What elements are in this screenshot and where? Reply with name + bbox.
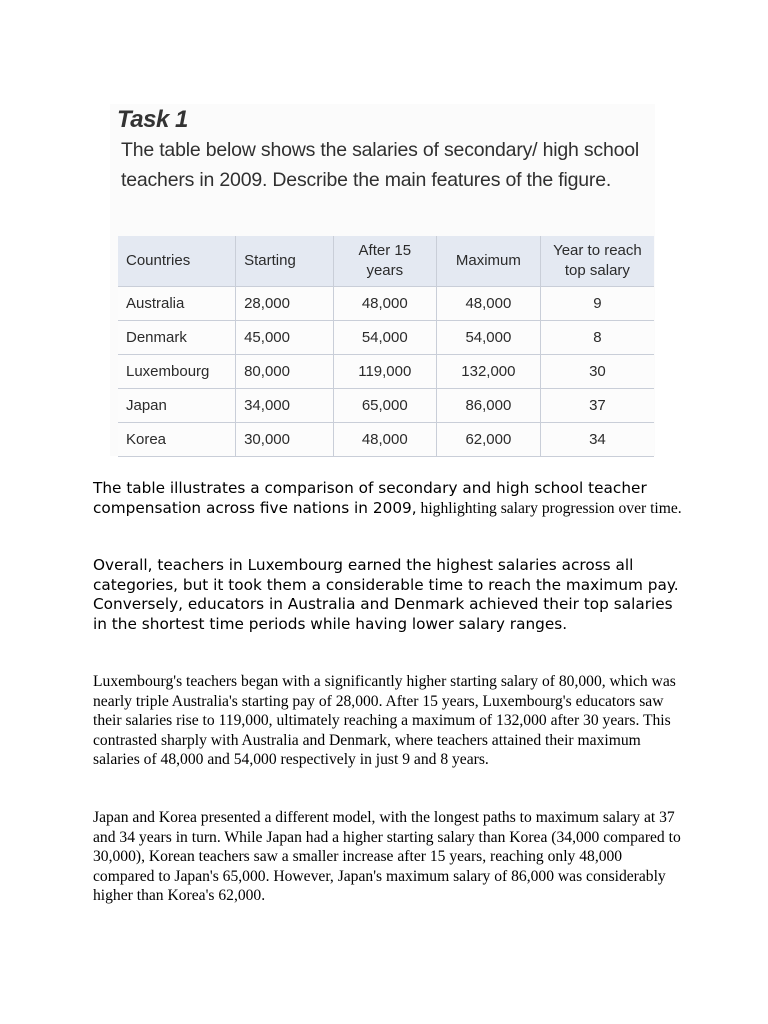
salary-table [118,236,654,457]
task-figure-image [110,104,655,456]
cell-years: 34 [540,423,654,457]
essay-body-paragraph-2: Japan and Korea presented a different model, with the longest paths to maximum salary at 37 and 34 years in turn. While Japan had a higher starting salary than Korea (34,000 compared to 30,000), Korean teachers saw a smaller increase after 15 years, reaching only 48,000 compared to Japan's 65,000. However, Japan's maximum salary of 86,000 was considerably higher than Korea's 62,000. [93,809,681,904]
cell-years: 30 [540,355,654,389]
essay-overview: Overall, teachers in Luxembourg earned the highest salaries across all categories, but it took them a considerable time to reach the maximum pay. Conversely, educators in Australia and Denmark achieved their top salaries in the shortest time periods while having lower salary ranges. [93,556,679,633]
table-row [118,423,654,457]
cell-maximum: 62,000 [436,423,540,457]
cell-maximum: 54,000 [436,321,540,355]
cell-country: Korea [118,423,236,457]
cell-starting: 28,000 [236,287,334,321]
table-row [118,389,654,423]
cell-country: Australia [118,287,236,321]
header-countries: Countries [118,236,236,287]
cell-country: Denmark [118,321,236,355]
header-starting: Starting [236,236,334,287]
cell-maximum: 86,000 [436,389,540,423]
cell-country: Luxembourg [118,355,236,389]
cell-country: Japan [118,389,236,423]
cell-years: 9 [540,287,654,321]
cell-after-15: 65,000 [333,389,436,423]
cell-maximum: 48,000 [436,287,540,321]
cell-after-15: 48,000 [333,287,436,321]
cell-after-15: 54,000 [333,321,436,355]
task-title: Task 1 [117,106,188,133]
cell-years: 37 [540,389,654,423]
cell-starting: 80,000 [236,355,334,389]
table-header-row [118,236,654,287]
essay-intro-sans-text: The table illustrates a comparison of secondary and high school teacher compensation across five nations in 2009, [93,479,647,517]
cell-starting: 45,000 [236,321,334,355]
header-year-to-top-salary: Year to reach top salary [540,236,654,287]
cell-after-15: 119,000 [333,355,436,389]
cell-maximum: 132,000 [436,355,540,389]
task-prompt: The table below shows the salaries of secondary/ high school teachers in 2009. Describe the main features of the figure. [121,139,640,191]
cell-years: 8 [540,321,654,355]
cell-after-15: 48,000 [333,423,436,457]
table-row [118,287,654,321]
header-after-15-years: After 15 years [333,236,436,287]
cell-starting: 34,000 [236,389,334,423]
essay-introduction [93,479,683,518]
essay-intro-serif-text: highlighting salary progression over time. [416,499,682,517]
cell-starting: 30,000 [236,423,334,457]
table-row [118,321,654,355]
essay-body-paragraph-1: Luxembourg's teachers began with a significantly higher starting salary of 80,000, which was nearly triple Australia's starting pay of 28,000. After 15 years, Luxembourg's educators saw their salaries rise to 119,000, ultimately reaching a maximum of 132,000 after 30 years. This contrasted sharply with Australia and Denmark, where teachers attained their maximum salaries of 48,000 and 54,000 respectively in just 9 and 8 years. [93,673,676,768]
header-maximum: Maximum [436,236,540,287]
table-row [118,355,654,389]
